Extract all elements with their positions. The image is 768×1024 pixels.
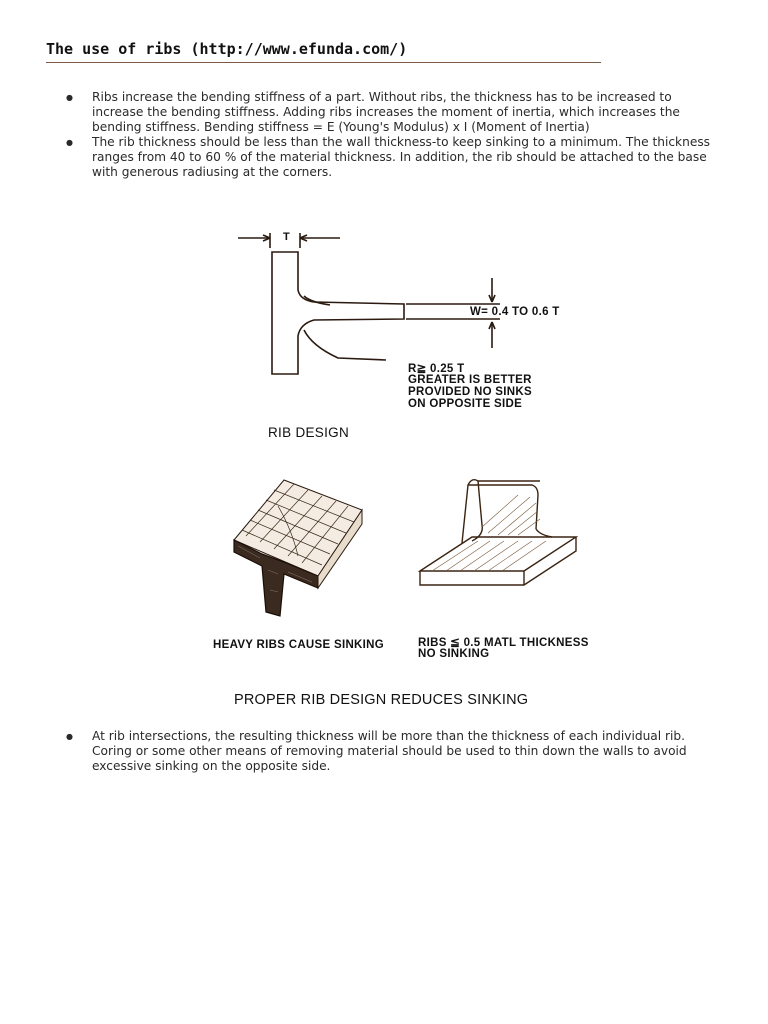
bullet-list-bottom bbox=[66, 729, 726, 774]
proper-rib-illustration bbox=[412, 475, 584, 607]
radius-note-line: PROVIDED NO SINKS bbox=[408, 386, 532, 398]
radius-note-line: ON OPPOSITE SIDE bbox=[408, 398, 523, 410]
bullet-item: ● The rib thickness should be less than the wall thickness-to keep sinking to a minimum. The thickness ranges from 40 to 60 % of the material thickness. In addition, the rib should be attached to the base with generous radiusing at the corners. bbox=[66, 135, 726, 180]
radius-note-line: GREATER IS BETTER bbox=[408, 374, 532, 386]
t-dimension-label: T bbox=[283, 231, 290, 243]
ribs-thickness-caption: RIBS ≦ 0.5 MATL THICKNESS bbox=[418, 637, 589, 649]
heavy-rib-illustration bbox=[222, 470, 372, 620]
bullet-item: ● Ribs increase the bending stiffness of a part. Without ribs, the thickness has to be increased to increase the bending stiffness. Adding ribs increases the moment of inertia, which increases the bending stiffness. Bending stiffness = E (Young's Modulus) x I (Moment of Inertia) bbox=[66, 90, 726, 135]
no-sinking-caption: NO SINKING bbox=[418, 648, 490, 660]
bullet-item: ● At rib intersections, the resulting thickness will be more than the thickness of each individual rib. Coring or some other means of removing material should be used to thin down the walls to avoid excessive sinking on the opposite side. bbox=[66, 729, 726, 774]
bullet-list-top bbox=[66, 90, 726, 180]
radius-label: R≧ 0.25 T bbox=[408, 363, 465, 375]
w-dimension-label: W= 0.4 TO 0.6 T bbox=[470, 306, 560, 318]
rib-design-caption: RIB DESIGN bbox=[268, 425, 350, 440]
page-title: The use of ribs (http://www.efunda.com/) bbox=[46, 40, 601, 63]
proper-rib-caption: PROPER RIB DESIGN REDUCES SINKING bbox=[234, 692, 529, 708]
heavy-ribs-caption: HEAVY RIBS CAUSE SINKING bbox=[213, 639, 384, 651]
